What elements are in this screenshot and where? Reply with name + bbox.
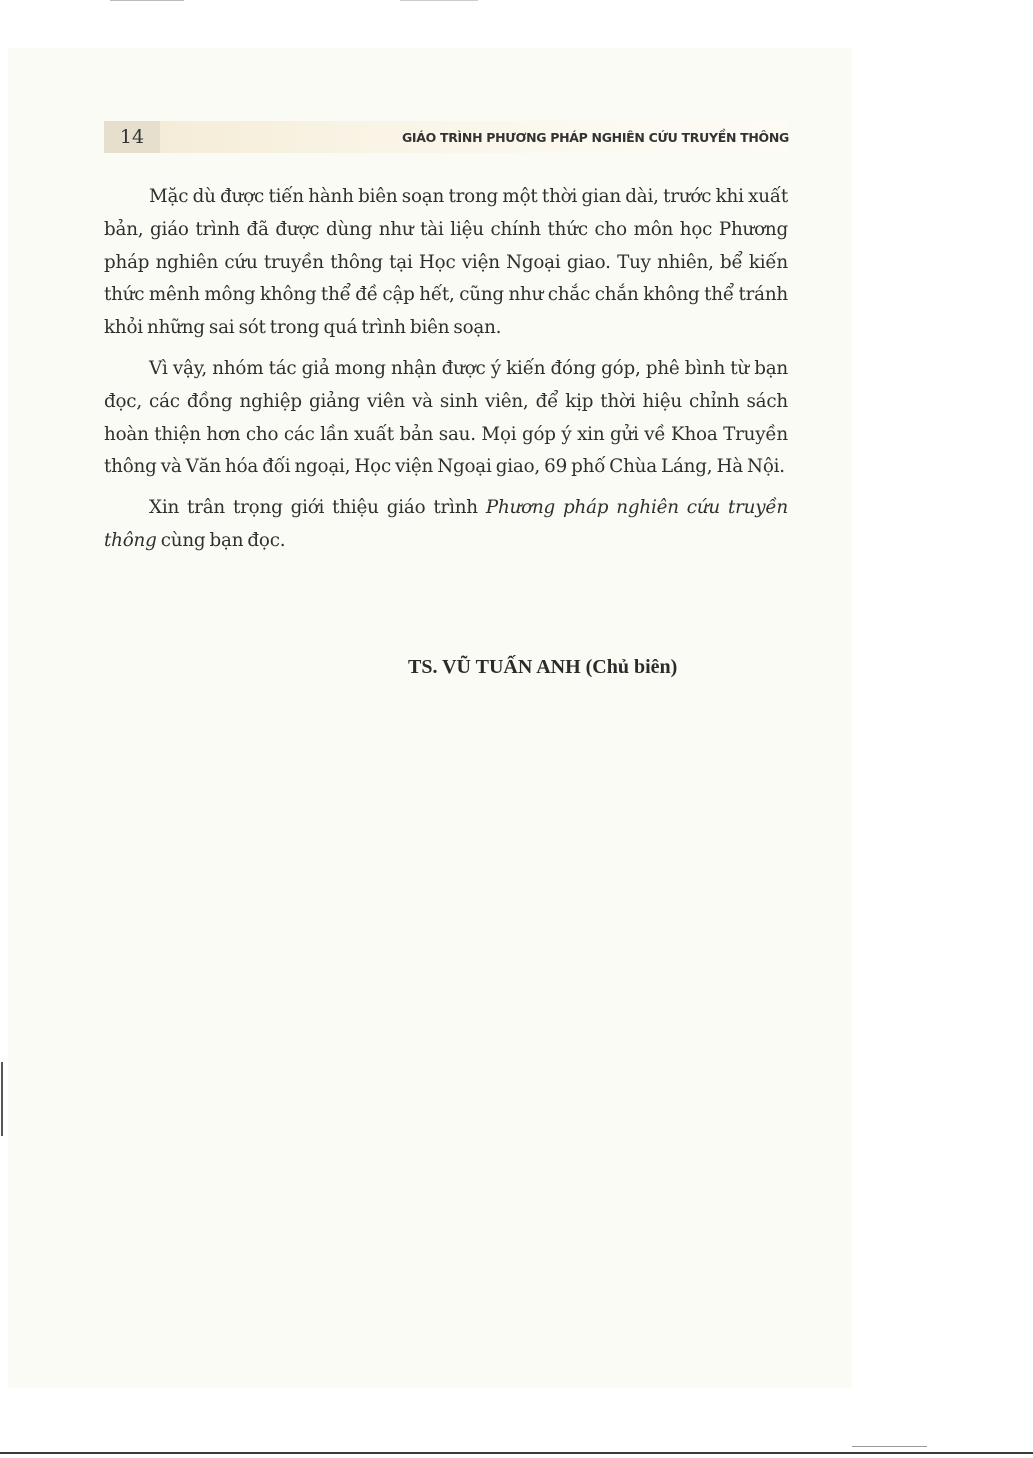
paragraph-3-lead: Xin trân trọng giới thiệu giáo trình bbox=[149, 497, 486, 519]
scan-edge-mark bbox=[852, 1446, 927, 1447]
book-title: Phương pháp nghiên cứu truyền thông bbox=[104, 497, 788, 551]
running-title: GIÁO TRÌNH PHƯƠNG PHÁP NGHIÊN CỨU TRUYỀN THÔNG bbox=[401, 130, 789, 145]
page-number: 14 bbox=[104, 121, 160, 153]
scan-edge-mark bbox=[1, 1062, 3, 1136]
paragraph-1: Mặc dù được tiến hành biên soạn trong một thời gian dài, trước khi xuất bản, giáo trình đã được dùng như tài liệu chính thức cho môn học Phương pháp nghiên cứu truyền thông tại Học viện Ngoại giao. Tuy nhiên, bể kiến thức mênh mông không thể đề cập hết, cũng như chắc chắn không thể tránh khỏi những sai sót trong quá trình biên soạn. bbox=[104, 186, 788, 339]
author-signature: TS. VŨ TUẤN ANH (Chủ biên) bbox=[408, 656, 678, 678]
scan-bottom-rule bbox=[0, 1452, 1033, 1454]
scan-edge-mark bbox=[400, 0, 478, 1]
paragraph-3 bbox=[104, 492, 788, 558]
paragraph-2: Vì vậy, nhóm tác giả mong nhận được ý kiến đóng góp, phê bình từ bạn đọc, các đồng nghiệp giảng viên và sinh viên, để kịp thời hiệu chỉnh sách hoàn thiện hơn cho các lần xuất bản sau. Mọi góp ý xin gửi về Khoa Truyền thông và Văn hóa đối ngoại, Học viện Ngoại giao, 69 phố Chùa Láng, Hà Nội. bbox=[104, 357, 788, 478]
body-text bbox=[104, 181, 788, 566]
paragraph-3-tail: cùng bạn đọc. bbox=[156, 529, 286, 551]
scan-edge-mark bbox=[110, 0, 184, 1]
